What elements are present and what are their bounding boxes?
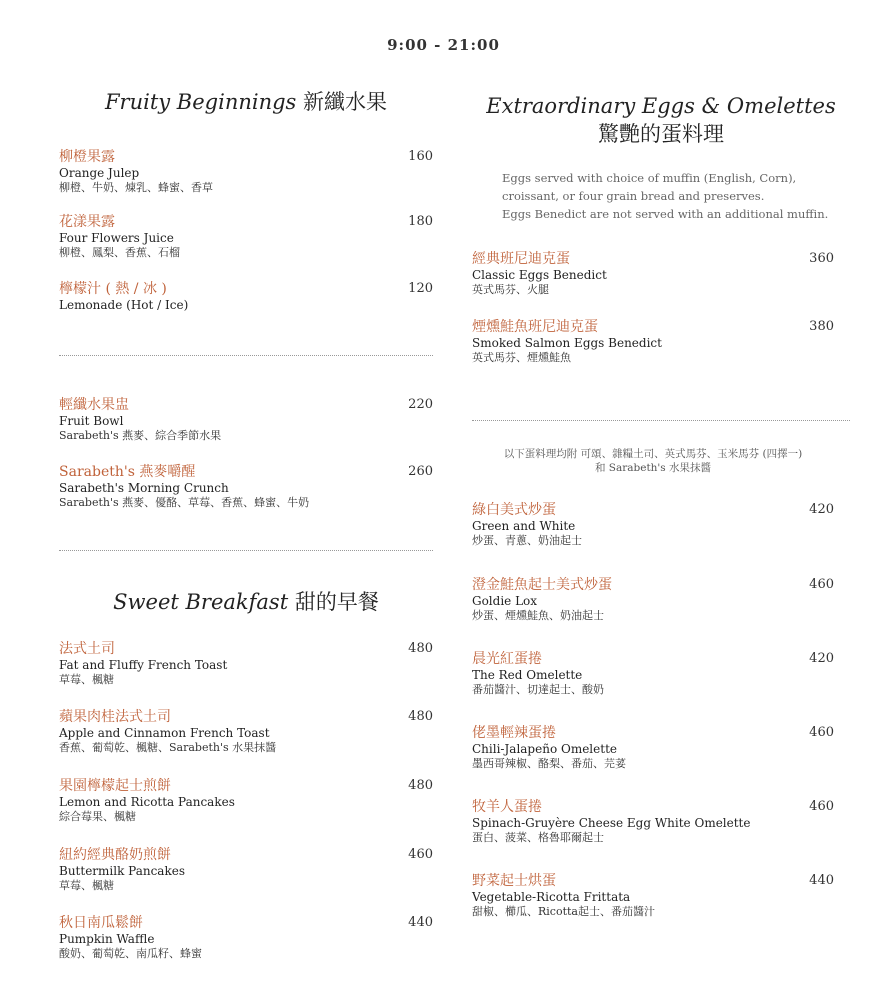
item-en-name: Smoked Salmon Eggs Benedict xyxy=(472,336,662,350)
item-en-name: Fruit Bowl xyxy=(59,414,124,428)
item-ingredients: Sarabeth's 燕麥、綜合季節水果 xyxy=(59,429,222,442)
item-en-name: Four Flowers Juice xyxy=(59,231,174,245)
section-script-title: Sweet Breakfast xyxy=(113,590,289,614)
item-en-name: Vegetable-Ricotta Frittata xyxy=(472,890,631,904)
item-price: 460 xyxy=(809,725,834,740)
section-cn-title: 驚艷的蛋料理 xyxy=(598,122,724,146)
dotted-divider xyxy=(59,550,433,551)
item-price: 180 xyxy=(408,214,433,229)
item-en-name: Pumpkin Waffle xyxy=(59,932,155,946)
dotted-divider xyxy=(472,420,850,421)
item-ingredients: 番茄醬汁、切達起士、酸奶 xyxy=(472,683,604,696)
menu-item xyxy=(59,914,433,961)
menu-item xyxy=(59,708,433,755)
item-ingredients: 香蕉、葡萄乾、楓糖、Sarabeth's 水果抹醬 xyxy=(59,741,277,754)
item-ingredients: 草莓、楓糖 xyxy=(59,673,114,686)
item-en-name: Green and White xyxy=(472,519,576,533)
menu-item xyxy=(59,213,433,260)
item-en-name: Lemonade (Hot / Ice) xyxy=(59,298,189,312)
item-cn-name: 煙燻鮭魚班尼迪克蛋 xyxy=(472,319,598,335)
item-ingredients: Sarabeth's 燕麥、優酪、草莓、香蕉、蜂蜜、牛奶 xyxy=(59,496,310,509)
item-en-name: Sarabeth's Morning Crunch xyxy=(59,481,229,495)
item-en-name: Lemon and Ricotta Pancakes xyxy=(59,795,235,809)
item-cn-name: 野菜起士烘蛋 xyxy=(472,873,556,889)
item-price: 360 xyxy=(809,251,834,266)
item-cn-name: 柳橙果露 xyxy=(59,149,115,165)
item-cn-name: 花漾果露 xyxy=(59,214,115,230)
section-script-title: Fruity Beginnings xyxy=(104,90,297,114)
item-price: 220 xyxy=(408,397,433,412)
opening-hours: 9:00 - 21:00 xyxy=(387,36,500,54)
item-ingredients: 草莓、楓糖 xyxy=(59,879,114,892)
item-cn-name: 檸檬汁 ( 熱 / 冰 ) xyxy=(59,281,167,297)
section-script-title: Extraordinary Eggs & Omelettes xyxy=(486,94,836,118)
item-ingredients: 甜椒、櫛瓜、Ricotta起士、番茄醬汁 xyxy=(472,905,655,918)
item-price: 120 xyxy=(408,281,433,296)
item-cn-name: 佬墨輕辣蛋捲 xyxy=(472,725,556,741)
item-ingredients: 柳橙、牛奶、煉乳、蜂蜜、香草 xyxy=(59,181,213,194)
item-ingredients: 英式馬芬、煙燻鮭魚 xyxy=(472,351,571,364)
item-price: 460 xyxy=(408,847,433,862)
menu-item xyxy=(472,872,834,919)
menu-item xyxy=(472,798,834,845)
item-price: 440 xyxy=(408,915,433,930)
section-cn-title: 甜的早餐 xyxy=(294,590,379,614)
item-cn-name: 經典班尼迪克蛋 xyxy=(472,251,570,267)
item-en-name: Classic Eggs Benedict xyxy=(472,268,607,282)
eggs-note-line: croissant, or four grain bread and preserves. xyxy=(502,189,765,203)
item-cn-name: Sarabeth's 燕麥嚼醒 xyxy=(59,464,196,480)
item-ingredients: 炒蛋、煙燻鮭魚、奶油起士 xyxy=(472,609,604,622)
menu-item xyxy=(59,280,433,313)
item-price: 480 xyxy=(408,641,433,656)
item-cn-name: 綠白美式炒蛋 xyxy=(472,502,556,518)
item-en-name: Buttermilk Pancakes xyxy=(59,864,185,878)
menu-item xyxy=(59,396,433,443)
menu-item xyxy=(59,148,433,195)
item-cn-name: 果園檸檬起士煎餅 xyxy=(59,778,171,794)
item-price: 420 xyxy=(809,502,834,517)
item-cn-name: 法式土司 xyxy=(59,641,115,657)
item-ingredients: 酸奶、葡萄乾、南瓜籽、蜂蜜 xyxy=(59,947,202,960)
eggs-side-note xyxy=(464,447,842,475)
item-cn-name: 紐約經典酪奶煎餅 xyxy=(59,847,171,863)
item-cn-name: 牧羊人蛋捲 xyxy=(472,799,542,815)
eggs-side-note-line: 以下蛋料理均附 可頌、雜糧土司、英式馬芬、玉米馬芬 (四擇一) xyxy=(503,448,803,460)
item-en-name: Fat and Fluffy French Toast xyxy=(59,658,228,672)
eggs-note-line: Eggs served with choice of muffin (English, Corn), xyxy=(502,171,797,185)
eggs-note xyxy=(502,169,850,223)
menu-item xyxy=(472,576,834,623)
eggs-note-line: Eggs Benedict are not served with an additional muffin. xyxy=(502,207,829,221)
item-price: 420 xyxy=(809,651,834,666)
menu-item xyxy=(472,650,834,697)
eggs-side-note-line: 和 Sarabeth's 水果抹醬 xyxy=(594,462,712,474)
section-title-sweet xyxy=(59,588,433,616)
item-price: 380 xyxy=(809,319,834,334)
section-title-eggs xyxy=(472,92,850,148)
menu-item xyxy=(472,250,834,297)
item-price: 480 xyxy=(408,709,433,724)
item-en-name: Chili-Jalapeño Omelette xyxy=(472,742,617,756)
item-price: 160 xyxy=(408,149,433,164)
item-en-name: Apple and Cinnamon French Toast xyxy=(59,726,270,740)
item-price: 440 xyxy=(809,873,834,888)
item-ingredients: 英式馬芬、火腿 xyxy=(472,283,549,296)
item-price: 480 xyxy=(408,778,433,793)
menu-item xyxy=(59,846,433,893)
menu-item xyxy=(472,724,834,771)
item-ingredients: 蛋白、菠菜、格魯耶爾起士 xyxy=(472,831,604,844)
item-en-name: Spinach-Gruyère Cheese Egg White Omelette xyxy=(472,816,751,830)
item-en-name: The Red Omelette xyxy=(472,668,583,682)
item-cn-name: 晨光紅蛋捲 xyxy=(472,651,542,667)
item-cn-name: 澄金鮭魚起士美式炒蛋 xyxy=(472,577,612,593)
item-price: 460 xyxy=(809,577,834,592)
menu-item xyxy=(59,640,433,687)
section-title-fruity xyxy=(59,88,433,116)
menu-item xyxy=(472,318,834,365)
item-ingredients: 墨西哥辣椒、酪梨、番茄、芫荽 xyxy=(472,757,626,770)
item-cn-name: 輕纖水果盅 xyxy=(59,397,129,413)
menu-item xyxy=(59,777,433,824)
item-ingredients: 綜合莓果、楓糖 xyxy=(59,810,136,823)
section-cn-title: 新纖水果 xyxy=(303,90,388,114)
item-price: 260 xyxy=(408,464,433,479)
item-ingredients: 炒蛋、青蔥、奶油起士 xyxy=(472,534,582,547)
item-en-name: Goldie Lox xyxy=(472,594,538,608)
item-ingredients: 柳橙、鳳梨、香蕉、石榴 xyxy=(59,246,180,259)
dotted-divider xyxy=(59,355,433,356)
menu-item xyxy=(472,501,834,548)
item-en-name: Orange Julep xyxy=(59,166,140,180)
item-cn-name: 秋日南瓜鬆餅 xyxy=(59,915,143,931)
item-price: 460 xyxy=(809,799,834,814)
item-cn-name: 蘋果肉桂法式土司 xyxy=(59,709,171,725)
menu-item xyxy=(59,463,433,510)
